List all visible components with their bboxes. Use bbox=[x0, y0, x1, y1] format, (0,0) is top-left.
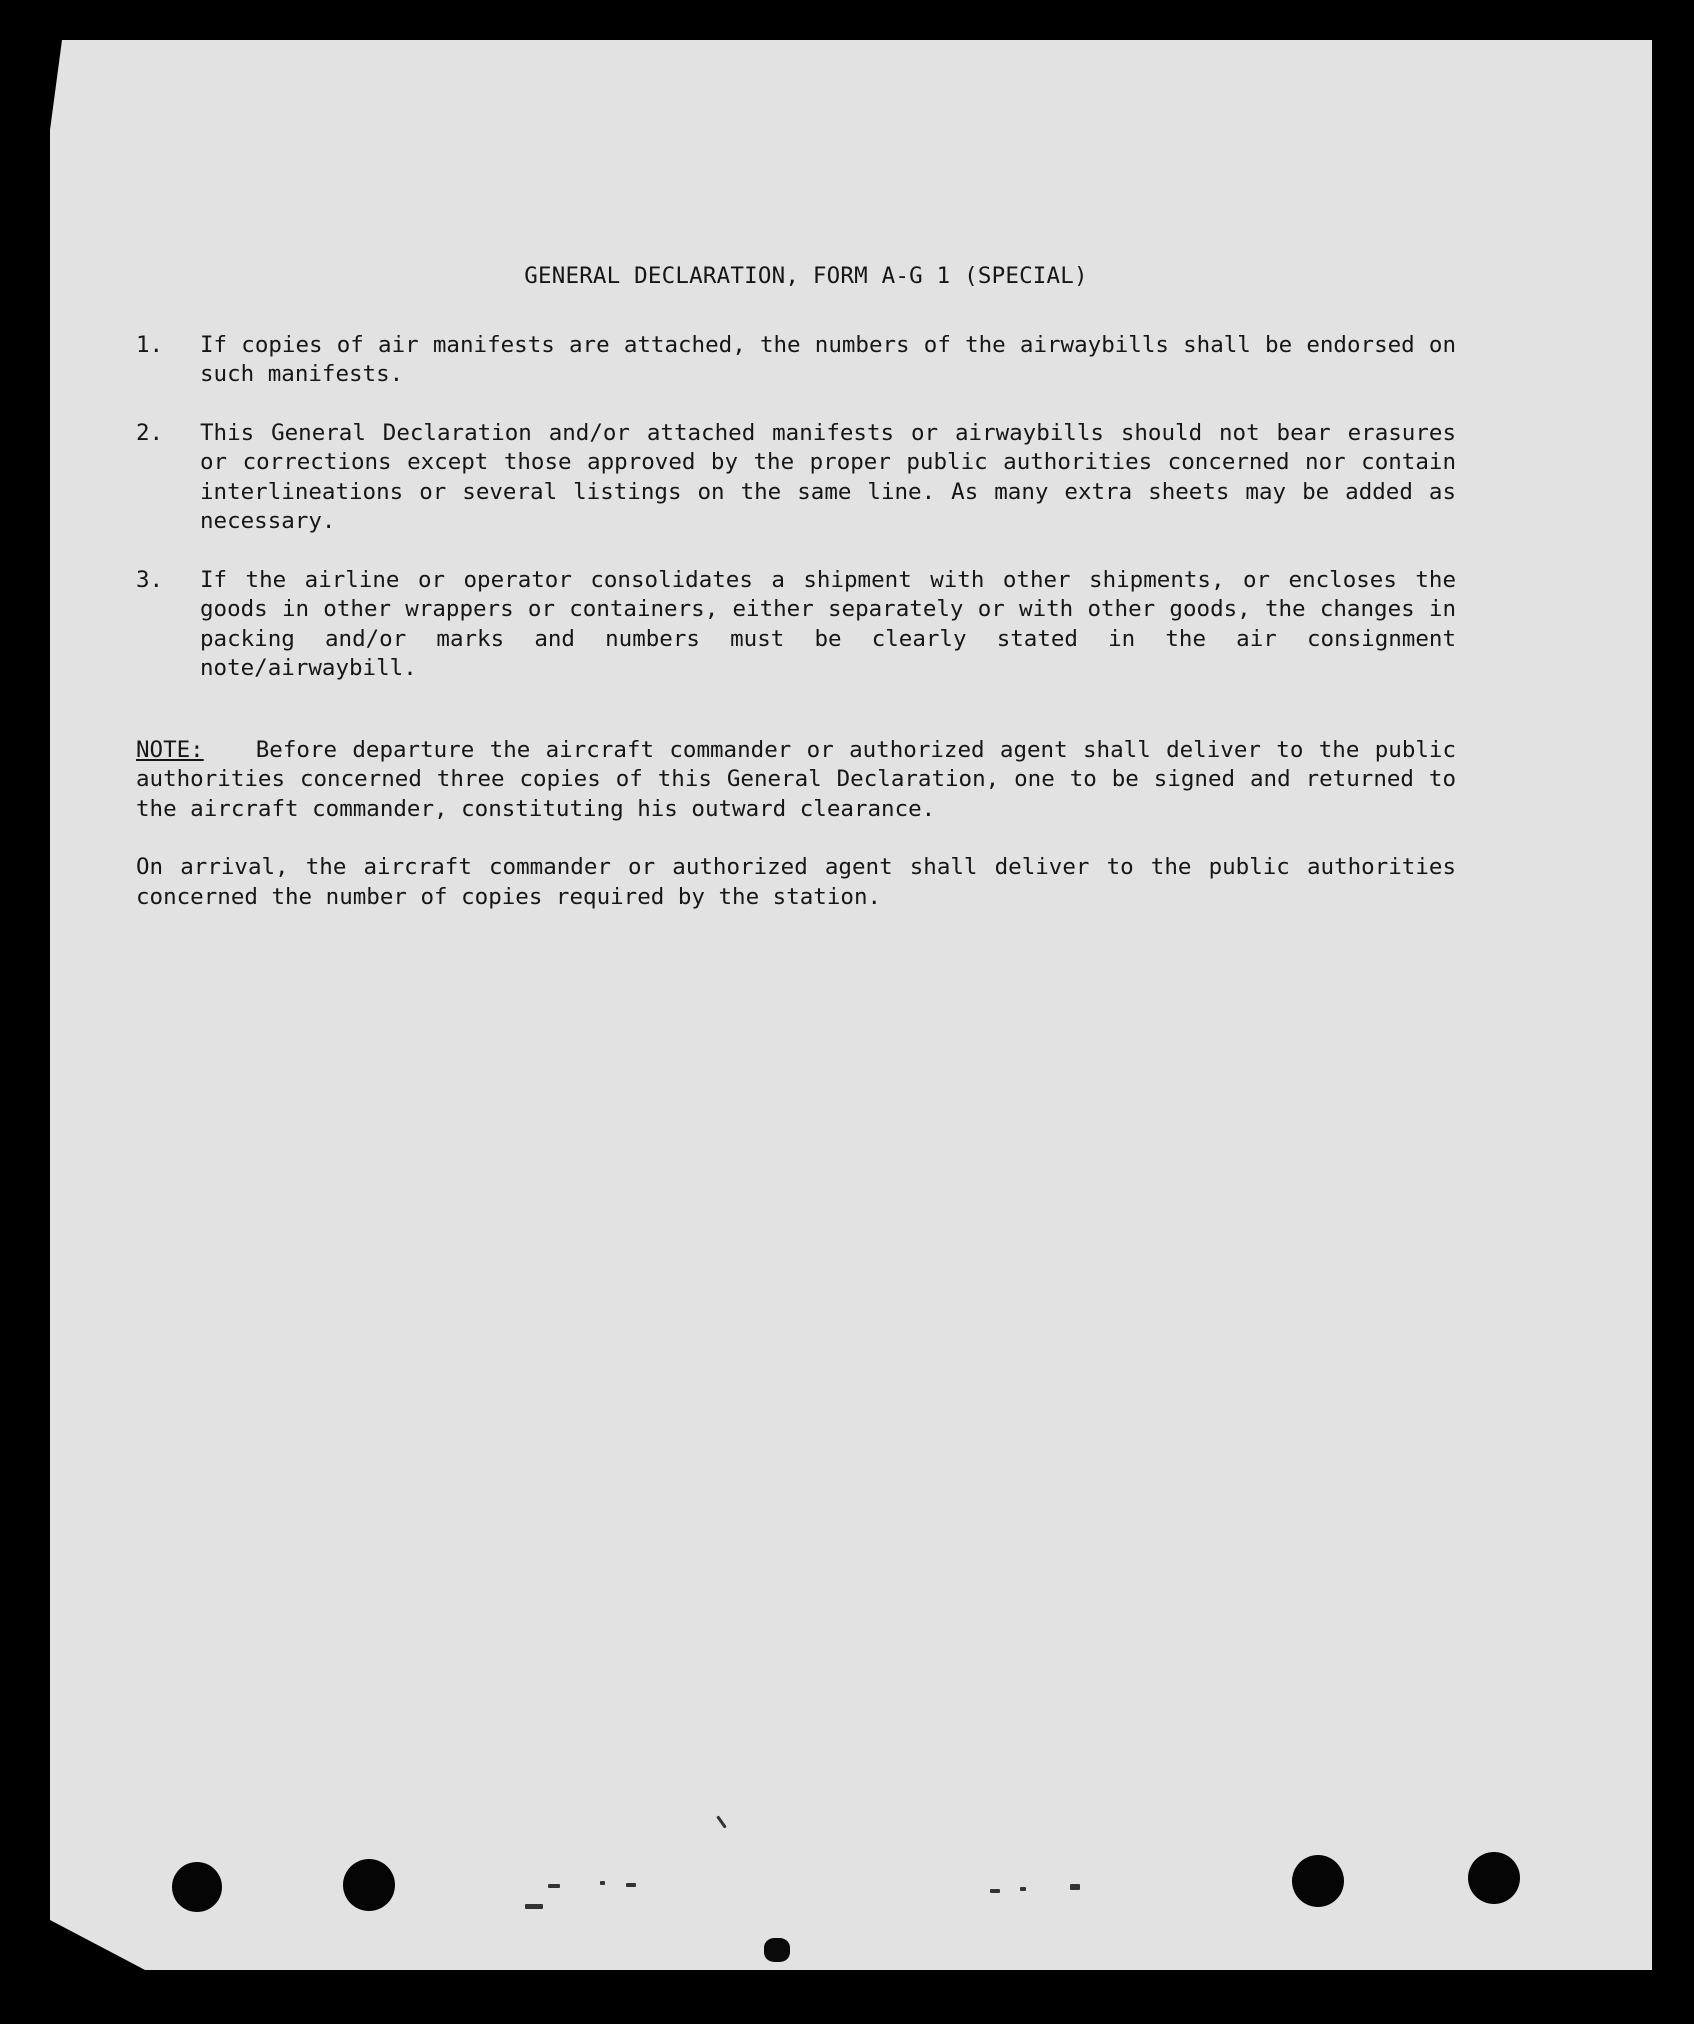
note-paragraph bbox=[136, 736, 1456, 825]
item-text: If the airline or operator consolidates a shipment with other shipments, or encloses the goods in other wrappers or containers, either separately or with other goods, the changes in packing and/or marks and numbers must be clearly stated in the air consignment note/airwaybill. bbox=[200, 566, 1456, 681]
scan-mark bbox=[600, 1881, 605, 1885]
list-item bbox=[136, 419, 1456, 537]
scan-mark bbox=[525, 1904, 543, 1909]
scan-mark bbox=[548, 1884, 560, 1888]
arrival-paragraph: On arrival, the aircraft commander or authorized agent shall deliver to the public authorities concerned the number of copies required by the station. bbox=[136, 854, 1456, 910]
scan-mark bbox=[1020, 1887, 1026, 1891]
item-number: 1. bbox=[136, 331, 164, 358]
scan-mark bbox=[1070, 1884, 1080, 1890]
punch-hole bbox=[1292, 1855, 1344, 1907]
document-body bbox=[136, 262, 1456, 912]
scan-mark bbox=[764, 1938, 790, 1962]
item-text: If copies of air manifests are attached, the numbers of the airwaybills shall be endorsed on such manifests. bbox=[200, 331, 1456, 387]
document-title: GENERAL DECLARATION, FORM A-G 1 (SPECIAL) bbox=[524, 263, 1088, 289]
item-number: 3. bbox=[136, 566, 164, 593]
scan-mark bbox=[626, 1883, 636, 1887]
scan-mark bbox=[990, 1889, 1000, 1893]
punch-hole bbox=[1468, 1852, 1520, 1904]
punch-hole bbox=[172, 1862, 222, 1912]
punch-hole bbox=[343, 1859, 395, 1911]
note-label: NOTE: bbox=[136, 736, 204, 763]
list-item bbox=[136, 566, 1456, 684]
list-item bbox=[136, 331, 1456, 390]
note-text: Before departure the aircraft commander or authorized agent shall deliver to the public authorities concerned three copies of this General Declaration, one to be signed and returned to the aircraft commander, constituting his outward clearance. bbox=[136, 736, 1456, 822]
item-text: This General Declaration and/or attached manifests or airwaybills should not bear erasures or corrections except those approved by the proper public authorities concerned nor contain interlineations or several listings on the same line. As many extra sheets may be added as necessary. bbox=[200, 419, 1456, 534]
item-number: 2. bbox=[136, 419, 164, 446]
